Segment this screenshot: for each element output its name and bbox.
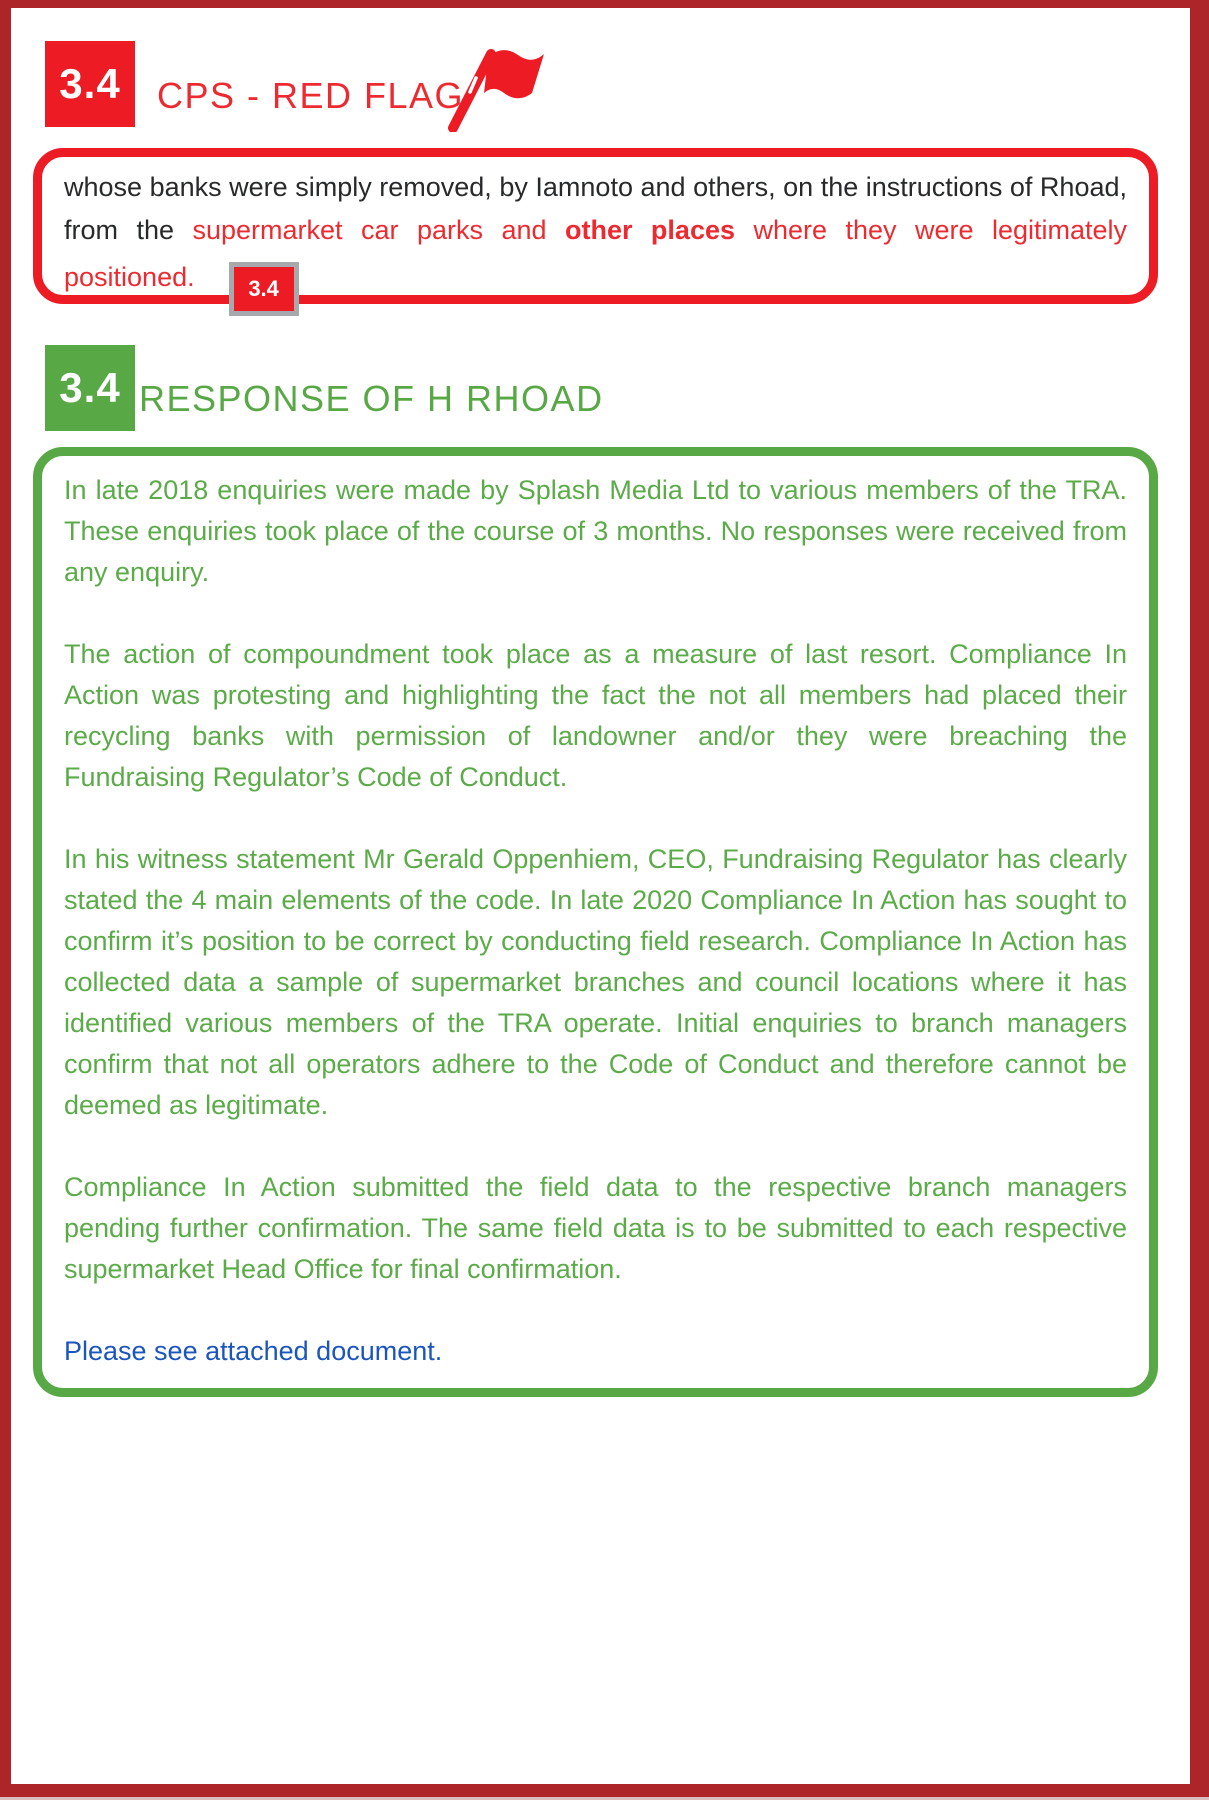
response-paragraph: In late 2018 enquiries were made by Splash Media Ltd to various members of the TRA. These enquiries took place of the course of 3 months. No responses were received from any enquiry. bbox=[64, 475, 1127, 587]
green-section-badge bbox=[45, 345, 135, 431]
red-flag-icon bbox=[439, 46, 545, 132]
response-paragraph: Compliance In Action submitted the field data to the respective branch managers pending further confirmation. The same field data is to be submitted to each respective supermarket Head Office for final confirmation. bbox=[64, 1172, 1127, 1284]
red-section-title: CPS - RED FLAG bbox=[157, 75, 465, 116]
text-run: supermarket car parks and bbox=[192, 215, 565, 245]
text-run: other places bbox=[564, 215, 735, 245]
attachment-link[interactable]: Please see attached document. bbox=[64, 1336, 443, 1366]
red-section-badge-label: 3.4 bbox=[59, 60, 121, 107]
bottom-edge-strip bbox=[0, 1794, 1209, 1797]
green-section-title: RESPONSE OF H RHOAD bbox=[139, 378, 604, 419]
response-paragraphs bbox=[64, 470, 1127, 1290]
inline-3-4-badge: 3.4 bbox=[229, 262, 299, 316]
response-paragraph: The action of compoundment took place as a measure of last resort. Compliance In Action was protesting and highlighting the fact the not all members had placed their recycling banks with permission of landowner and/or they were breaching the Fundraising Regulator’s Code of Conduct. bbox=[64, 639, 1127, 792]
text-run: whose banks were simply removed, by Iamnoto and others, on the instructions of Rhoad, from the bbox=[64, 172, 1127, 245]
green-section-badge-label: 3.4 bbox=[59, 364, 121, 411]
response-paragraph: In his witness statement Mr Gerald Oppenhiem, CEO, Fundraising Regulator has clearly stated the 4 main elements of the code. In late 2020 Compliance In Action has sought to confirm it’s position to be correct by conducting field research. Compliance In Action has collected data a sample of supermarket branches and council locations where it has identified various members of the TRA operate. Initial enquiries to branch managers confirm that not all operators adhere to the Code of Conduct and therefore cannot be deemed as legitimate. bbox=[64, 844, 1127, 1120]
red-section-badge bbox=[45, 41, 135, 127]
red-flag-callout-box bbox=[33, 148, 1158, 304]
text-run: where they were legitimately positioned. bbox=[64, 215, 1128, 293]
red-flag-text bbox=[64, 166, 1127, 306]
response-box bbox=[33, 447, 1158, 1397]
